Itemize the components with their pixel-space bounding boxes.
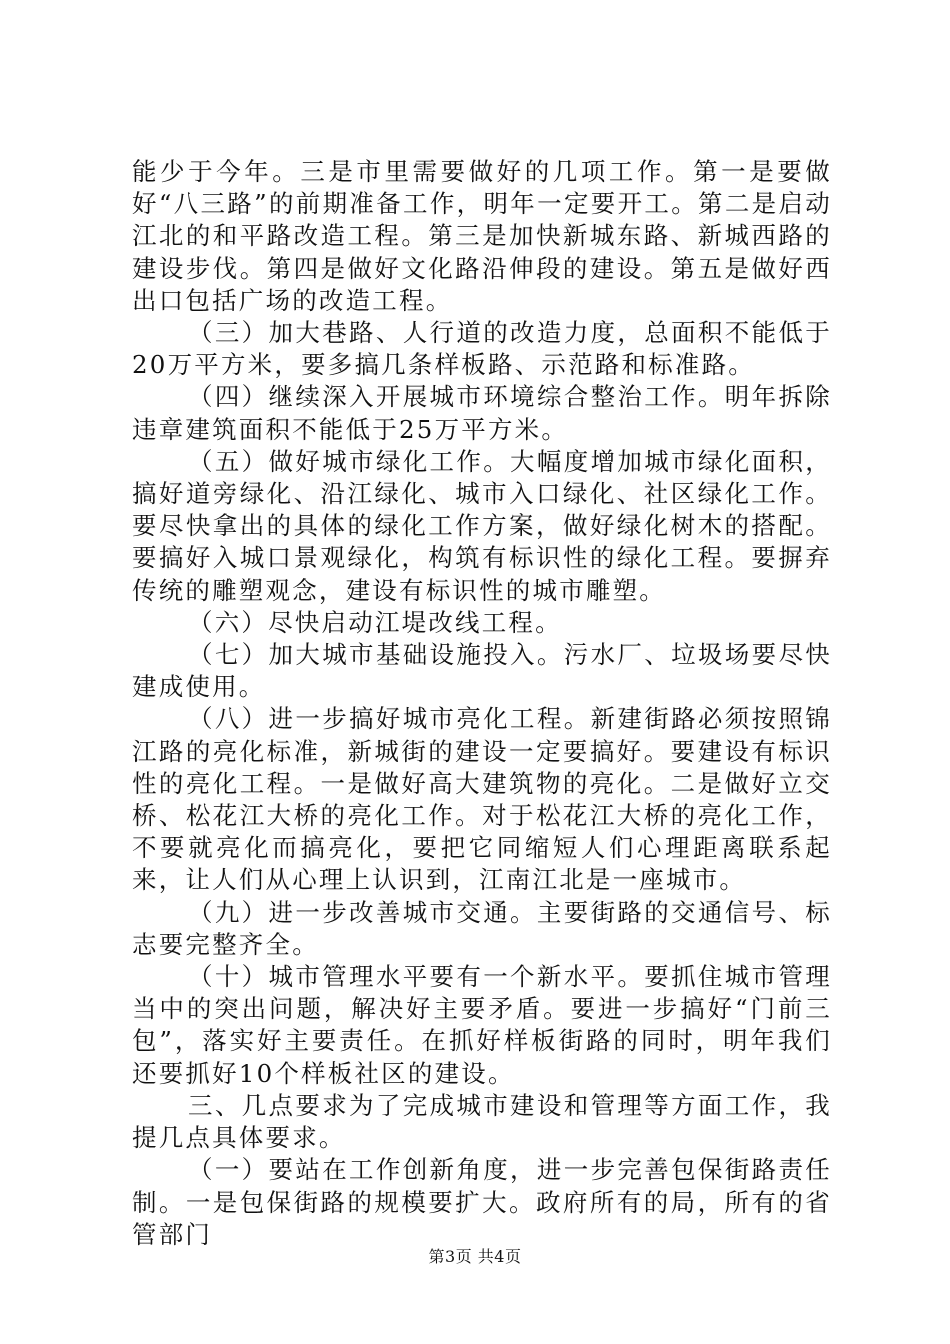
paragraph-8: （九）进一步改善城市交通。主要街路的交通信号、标志要完整齐全。 <box>132 897 832 959</box>
paragraph-5: （六）尽快启动江堤改线工程。 <box>188 607 562 637</box>
document-body <box>132 156 832 1251</box>
paragraph-6: （七）加大城市基础设施投入。污水厂、垃圾场要尽快建成使用。 <box>132 640 832 702</box>
paragraph-4: （五）做好城市绿化工作。大幅度增加城市绿化面积，搞好道旁绿化、沿江绿化、城市入口绿化、社区绿化工作。要尽快拿出的具体的绿化工作方案，做好绿化树木的搭配。要搞好入城口景观绿化，构筑有标识性的绿化工程。要摒弃传统的雕塑观念，建设有标识性的城市雕塑。 <box>132 446 832 605</box>
paragraph-7: （八）进一步搞好城市亮化工程。新建街路必须按照锦江路的亮化标准，新城街的建设一定要搞好。要建设有标识性的亮化工程。一是做好高大建筑物的亮化。二是做好立交桥、松花江大桥的亮化工作。对于松花江大桥的亮化工作，不要就亮化而搞亮化，要把它同缩短人们心理距离联系起来，让人们从心理上认识到，江南江北是一座城市。 <box>132 704 832 895</box>
paragraph-11: （一）要站在工作创新角度，进一步完善包保街路责任制。一是包保街路的规模要扩大。政府所有的局，所有的省管部门 <box>132 1155 832 1249</box>
page-footer: 第3页 共4页 <box>428 1247 522 1266</box>
paragraph-1: 能少于今年。三是市里需要做好的几项工作。第一是要做好“八三路”的前期准备工作，明年一定要开工。第二是启动江北的和平路改造工程。第三是加快新城东路、新城西路的建设步伐。第四是做好文化路沿伸段的建设。第五是做好西出口包括广场的改造工程。 <box>132 157 832 315</box>
paragraph-3: （四）继续深入开展城市环境综合整治工作。明年拆除违章建筑面积不能低于25万平方米。 <box>132 382 832 444</box>
paragraph-9: （十）城市管理水平要有一个新水平。要抓住城市管理当中的突出问题，解决好主要矛盾。要进一步搞好“门前三包”，落实好主要责任。在抓好样板街路的同时，明年我们还要抓好10个样板社区的建设。 <box>132 962 832 1088</box>
paragraph-10: 三、几点要求为了完成城市建设和管理等方面工作，我提几点具体要求。 <box>132 1090 832 1153</box>
paragraph-2: （三）加大巷路、人行道的改造力度，总面积不能低于20万平方米，要多搞几条样板路、示范路和标准路。 <box>132 318 832 380</box>
